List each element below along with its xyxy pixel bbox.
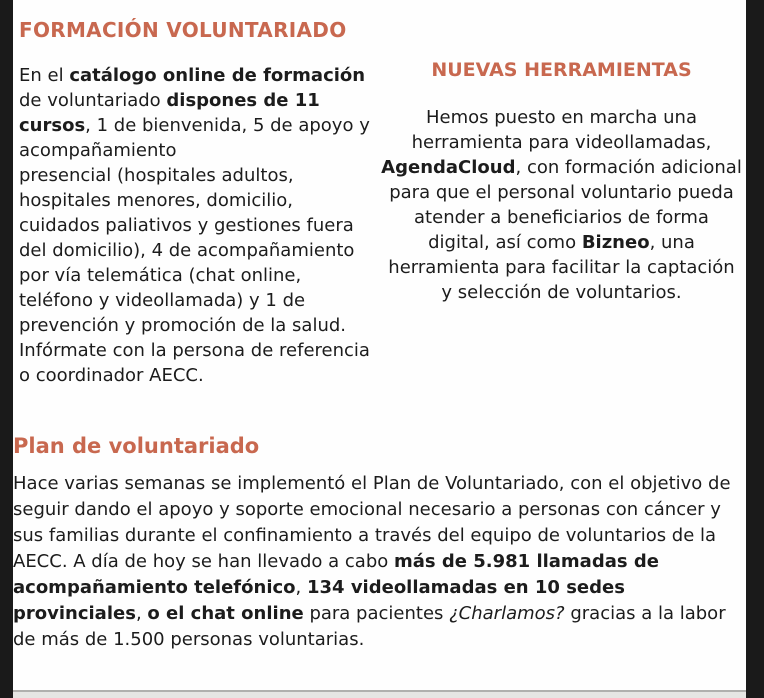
formacion-heading: FORMACIÓN VOLUNTARIADO — [19, 18, 347, 42]
plan-section — [13, 434, 746, 653]
horizontal-scrollbar-track[interactable] — [13, 690, 746, 698]
left-letterbox-bar — [0, 0, 13, 698]
formacion-paragraph: En el catálogo online de formación de voluntariado dispones de 11 cursos, 1 de bienvenida, 5 de apoyo y acompañamiento presencial (hospitales adultos, hospitales menores, domicilio, cuidados paliativos y gestiones fuera del domicilio), 4 de acompañamiento por vía telemática (chat online, teléfono y videollamada) y 1 de prevención y promoción de la salud. Infórmate con la persona de referencia o coordinador AECC. — [19, 65, 370, 386]
plan-paragraph: Hace varias semanas se implementó el Plan de Voluntariado, con el objetivo de seguir dando el apoyo y soporte emocional necesario a personas con cáncer y sus familias durante el confinamiento a través del equipo de voluntarios de la AECC. A día de hoy se han llevado a cabo más de 5.981 llamadas de acompañamiento telefónico, 134 videollamadas en 10 sedes provinciales, o el chat online para pacientes ¿Charlamos? gracias a la labor de más de 1.500 personas voluntarias. — [13, 473, 731, 650]
page-content — [13, 0, 746, 698]
two-column-section — [13, 0, 746, 388]
formacion-column — [13, 18, 373, 388]
plan-heading: Plan de voluntariado — [13, 434, 260, 458]
herramientas-heading: NUEVAS HERRAMIENTAS — [431, 59, 692, 81]
right-letterbox-bar — [746, 0, 764, 698]
herramientas-paragraph: Hemos puesto en marcha una herramienta para videollamadas, AgendaCloud, con formación adicional para que el personal voluntario pueda atender a beneficiarios de forma digital, así como Bizneo, una herramienta para facilitar la captación y selección de voluntarios. — [381, 107, 742, 303]
herramientas-column — [373, 18, 746, 388]
